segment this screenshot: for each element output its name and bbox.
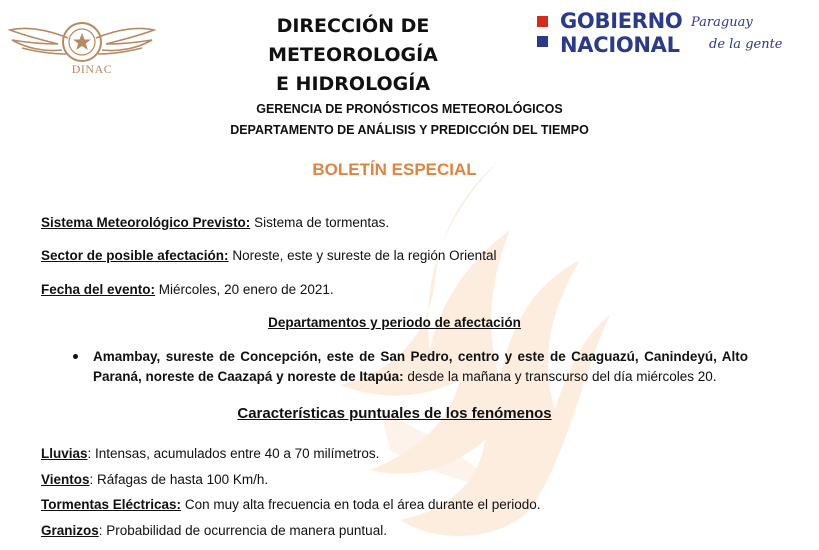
field-tormentas-label: Tormentas Eléctricas: bbox=[41, 497, 182, 512]
gov-flag-blue-square bbox=[537, 36, 548, 47]
field-fecha-value: Miércoles, 20 enero de 2021. bbox=[155, 282, 334, 297]
gov-line2: NACIONAL bbox=[560, 33, 680, 57]
gov-flag-red-square bbox=[537, 16, 548, 27]
field-vientos bbox=[41, 472, 268, 487]
field-sector-label: Sector de posible afectación: bbox=[41, 248, 229, 263]
gov-slogan bbox=[691, 12, 791, 56]
section-caracteristicas-heading: Características puntuales de los fenómenos bbox=[237, 405, 552, 422]
field-lluvias-label: Lluvias bbox=[41, 446, 88, 461]
field-vientos-value: : Ráfagas de hasta 100 Km/h. bbox=[89, 472, 269, 487]
field-granizos-label: Granizos bbox=[41, 523, 99, 538]
bullet-dot-icon bbox=[73, 354, 78, 359]
gov-line1: GOBIERNO bbox=[560, 9, 683, 33]
header-title-line2: E HIDROLOGÍA bbox=[275, 73, 431, 95]
field-tormentas-value: Con muy alta frecuencia en toda el área durante el periodo. bbox=[181, 497, 541, 512]
header-title-line1: DIRECCIÓN DE METEOROLOGÍA bbox=[268, 15, 438, 66]
bulletin-title: BOLETÍN ESPECIAL bbox=[312, 160, 477, 179]
slogan-line1: Paraguay bbox=[691, 15, 753, 30]
slogan-line2: de la gente bbox=[709, 37, 783, 52]
field-granizos-value: : Probabilidad de ocurrencia de manera puntual. bbox=[98, 523, 387, 538]
field-sistema bbox=[41, 215, 389, 230]
bullet-departamentos-rest: desde la mañana y transcurso del día miércoles 20. bbox=[403, 369, 717, 384]
field-lluvias-value: : Intensas, acumulados entre 40 a 70 milímetros. bbox=[87, 446, 380, 461]
field-sistema-label: Sistema Meteorológico Previsto: bbox=[41, 215, 251, 230]
gov-logo-text bbox=[560, 9, 682, 57]
field-granizos bbox=[41, 523, 387, 538]
bullet-departamentos-bold: Amambay, sureste de Concepción, este de San Pedro, centro y este de Caaguazú, Canindeyú, Alto Paraná, noreste de Caazapá y noreste de Itapúa: bbox=[93, 349, 748, 384]
subtitle-gerencia: GERENCIA DE PRONÓSTICOS METEOROLÓGICOS bbox=[256, 102, 563, 116]
field-sector bbox=[41, 248, 496, 263]
subtitle-departamento: DEPARTAMENTO DE ANÁLISIS Y PREDICCIÓN DEL TIEMPO bbox=[230, 123, 589, 137]
header-title bbox=[192, 12, 514, 99]
field-lluvias bbox=[41, 446, 379, 461]
field-sector-value: Noreste, este y sureste de la región Oriental bbox=[228, 248, 497, 263]
field-sistema-value: Sistema de tormentas. bbox=[250, 215, 390, 230]
field-tormentas bbox=[41, 497, 541, 512]
field-fecha-label: Fecha del evento: bbox=[41, 282, 156, 297]
field-vientos-label: Vientos bbox=[41, 472, 90, 487]
dinac-label: DINAC bbox=[71, 62, 113, 76]
section-departamentos-heading: Departamentos y periodo de afectación bbox=[268, 315, 521, 330]
bullet-departamentos bbox=[93, 347, 748, 387]
field-fecha bbox=[41, 282, 334, 297]
